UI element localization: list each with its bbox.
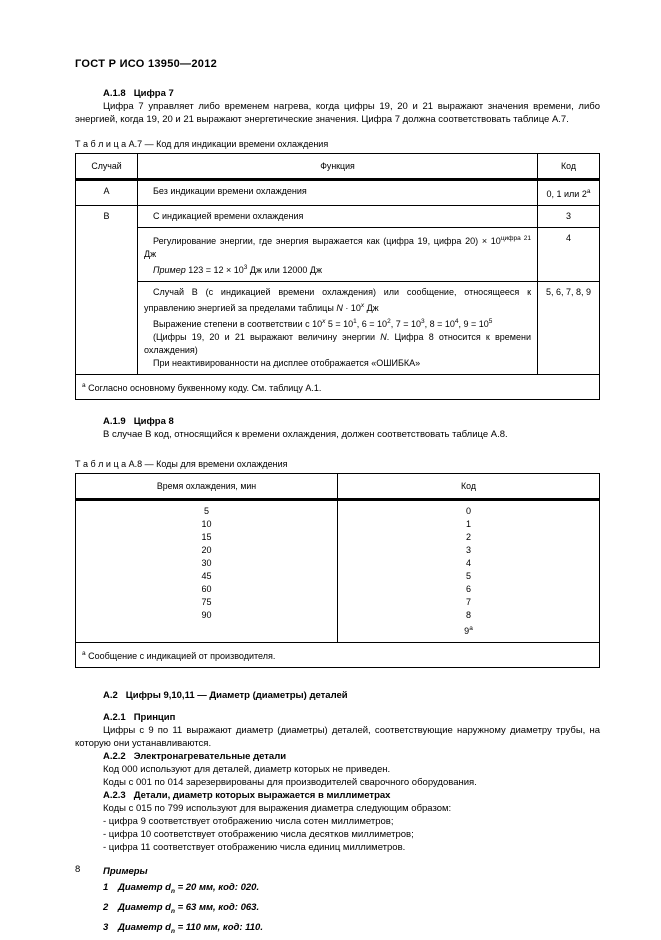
cell-code bbox=[538, 180, 600, 206]
section-title: Цифра 7 bbox=[133, 88, 174, 99]
example-number: 3 bbox=[103, 921, 109, 933]
page-content bbox=[75, 58, 600, 940]
code-values-cell bbox=[338, 500, 600, 643]
col-header-case: Случай bbox=[76, 154, 138, 180]
section-heading-a19 bbox=[75, 415, 600, 428]
code-value: 4 bbox=[465, 558, 471, 568]
section-heading-a21 bbox=[75, 711, 600, 724]
table-a8-footnote bbox=[76, 643, 600, 668]
section-number: А.2 bbox=[103, 690, 118, 701]
example-item bbox=[103, 880, 600, 900]
cell-case-b: В bbox=[76, 206, 138, 375]
footnote-marker: а bbox=[82, 650, 86, 657]
exponent-text: 3 bbox=[243, 264, 248, 271]
code-value: 8 bbox=[465, 610, 471, 620]
example-text: Диаметр d bbox=[118, 882, 171, 893]
exponent-text: 3 bbox=[420, 318, 425, 325]
footnote-marker: а bbox=[586, 188, 591, 195]
cell-text: 5 = 10 bbox=[325, 319, 354, 329]
cell-text: С индикацией времени охлаждения bbox=[153, 211, 304, 221]
examples-title: Примеры bbox=[103, 866, 148, 877]
time-values-cell bbox=[76, 500, 338, 643]
code-value: 1 bbox=[465, 519, 471, 529]
table-a7 bbox=[75, 153, 600, 400]
section-heading-a23 bbox=[75, 789, 600, 802]
bullet-item: - цифра 10 соответствует отображению числа десятков миллиметров; bbox=[103, 829, 414, 840]
example-text: Диаметр d bbox=[118, 921, 171, 933]
time-value: 10 bbox=[201, 519, 212, 529]
code-value: 2 bbox=[465, 532, 471, 542]
section-number: А.2.2 bbox=[103, 751, 126, 762]
table-body-row bbox=[76, 500, 600, 643]
cell-paragraph bbox=[144, 315, 531, 331]
cell-text: Дж bbox=[144, 249, 157, 259]
cell-code: 5, 6, 7, 8, 9 bbox=[538, 282, 600, 375]
time-value: 90 bbox=[201, 610, 212, 620]
table-row bbox=[76, 282, 600, 375]
cell-case-a: А bbox=[76, 180, 138, 206]
exponent-text: x bbox=[360, 302, 365, 309]
example-text: = 110 мм, код: 110. bbox=[174, 921, 263, 933]
table-a8-header-row bbox=[76, 474, 600, 500]
example-text: Диаметр d bbox=[118, 901, 171, 913]
cell-text: Выражение степени в соответствии с 10 bbox=[153, 319, 323, 329]
cell-func bbox=[138, 206, 538, 228]
example-number: 2 bbox=[103, 901, 109, 913]
cell-text: 0, 1 или 2 bbox=[546, 189, 587, 199]
exponent-text: 2 bbox=[387, 318, 391, 325]
example-text: = 63 мм, код: 063. bbox=[174, 901, 260, 913]
exponent-text: x bbox=[322, 318, 326, 325]
section-heading-a18 bbox=[75, 87, 600, 100]
footnote-text: Сообщение с индикацией от производителя. bbox=[85, 651, 276, 661]
table-row bbox=[76, 228, 600, 282]
col-header-code: Код bbox=[538, 154, 600, 180]
section-number: А.1.8 bbox=[103, 88, 126, 99]
example-item bbox=[103, 900, 600, 920]
bullet-item: - цифра 9 соответствует отображению числа сотен миллиметров; bbox=[103, 816, 394, 827]
cell-func bbox=[138, 228, 538, 282]
footnote-marker: а bbox=[469, 625, 473, 632]
table-a7-footnote bbox=[76, 375, 600, 400]
cell-paragraph: При неактивированности на дисплее отображается «ОШИБКА» bbox=[153, 358, 421, 368]
exponent-text: 4 bbox=[454, 318, 459, 325]
cell-text: · 10 bbox=[342, 303, 361, 313]
code-value: 7 bbox=[465, 597, 471, 607]
cell-text: , 7 = 10 bbox=[390, 319, 421, 329]
footnote-marker: а bbox=[82, 382, 86, 389]
time-value: 15 bbox=[201, 532, 212, 542]
time-value: 5 bbox=[203, 506, 209, 516]
cell-text: , 6 = 10 bbox=[356, 319, 388, 329]
section-number: А.1.9 bbox=[103, 416, 126, 427]
exponent-text: 5 bbox=[488, 318, 493, 325]
example-item bbox=[103, 920, 600, 940]
section-title: Цифры 9,10,11 — Диаметр (диаметры) деталей bbox=[125, 690, 348, 701]
table-row bbox=[76, 206, 600, 228]
cell-text: , 9 = 10 bbox=[458, 319, 489, 329]
section-title: Детали, диаметр которых выражается в миллиметрах bbox=[133, 790, 391, 801]
paragraph-a22-line2: Коды с 001 по 014 зарезервированы для производителей сварочного оборудования. bbox=[103, 777, 477, 788]
cell-func bbox=[138, 180, 538, 206]
cell-text: Дж bbox=[364, 303, 379, 313]
section-title: Принцип bbox=[133, 712, 176, 723]
footnote-text: Согласно основному буквенному коду. См. таблицу А.1. bbox=[85, 383, 322, 393]
section-number: А.2.1 bbox=[103, 712, 126, 723]
table-a8 bbox=[75, 473, 600, 668]
paragraph-a18: Цифра 7 управляет либо временем нагрева, когда цифры 19, 20 и 21 выражают значения времени, либо энергией, когда 19, 20 и 21 выражают энергетические значения. Цифра 7 должна соответствовать таблице А.7. bbox=[75, 101, 600, 125]
code-value: 0 bbox=[465, 506, 471, 516]
table-a7-header-row bbox=[76, 154, 600, 180]
col-header-time: Время охлаждения, мин bbox=[76, 474, 338, 500]
exponent-text: цифра 21 bbox=[500, 235, 531, 242]
example-number: 1 bbox=[103, 882, 109, 893]
subscript-n: n bbox=[170, 887, 175, 895]
section-number: А.2.3 bbox=[103, 790, 126, 801]
cell-text: , 8 = 10 bbox=[424, 319, 455, 329]
cell-text: (Цифры 19, 20 и 21 выражают величину энергии bbox=[153, 332, 381, 342]
time-value: 20 bbox=[201, 545, 212, 555]
subscript-n: n bbox=[170, 907, 175, 915]
examples-block bbox=[75, 864, 600, 940]
variable-n: N bbox=[380, 332, 387, 342]
col-header-func: Функция bbox=[138, 154, 538, 180]
time-values-list bbox=[82, 505, 331, 622]
document-title: ГОСТ Р ИСО 13950—2012 bbox=[75, 58, 218, 70]
code-value: 3 bbox=[465, 545, 471, 555]
paragraph-a21: Цифры с 9 по 11 выражают диаметр (диаметры) деталей, соответствующие наружному диаметру трубы, на которую они устанавливаются. bbox=[75, 725, 600, 749]
table-row bbox=[76, 180, 600, 206]
section-title: Цифра 8 bbox=[133, 416, 174, 427]
cell-text: Дж или 12000 Дж bbox=[247, 265, 322, 275]
cell-paragraph bbox=[144, 331, 531, 357]
example-text: = 20 мм, код: 020. bbox=[174, 882, 260, 893]
cell-paragraph bbox=[144, 232, 531, 261]
section-heading-a2 bbox=[75, 689, 600, 702]
time-value: 60 bbox=[201, 584, 212, 594]
cell-text: 9 bbox=[464, 626, 470, 636]
cell-paragraph bbox=[144, 286, 531, 315]
code-values-list bbox=[344, 505, 593, 622]
time-value: 30 bbox=[201, 558, 212, 568]
cell-code: 4 bbox=[538, 228, 600, 282]
code-value: 6 bbox=[465, 584, 471, 594]
code-value-last bbox=[344, 622, 593, 638]
page-number: 8 bbox=[75, 864, 81, 875]
paragraph-a22-line1: Код 000 используют для деталей, диаметр которых не приведен. bbox=[103, 764, 391, 775]
table-footnote-row bbox=[76, 643, 600, 668]
paragraph-a19: В случае В код, относящийся к времени охлаждения, должен соответствовать таблице А.8. bbox=[103, 429, 508, 440]
section-title: Электронагревательные детали bbox=[133, 751, 287, 762]
exponent-text: 1 bbox=[353, 318, 357, 325]
cell-text: Случай В (с индикацией времени охлаждения) или сообщение, относящееся к управлению энергией за пределами таблицы bbox=[144, 287, 531, 313]
subscript-n: n bbox=[170, 927, 175, 935]
table-a7-caption: Т а б л и ц а А.7 — Код для индикации времени охлаждения bbox=[75, 139, 329, 149]
paragraph-a23-intro: Коды с 015 по 799 используют для выражения диаметра следующим образом: bbox=[103, 803, 452, 814]
bullet-item: - цифра 11 соответствует отображению числа единиц миллиметров. bbox=[103, 842, 406, 853]
cell-text: Без индикации времени охлаждения bbox=[153, 186, 307, 196]
table-a8-caption: Т а б л и ц а А.8 — Коды для времени охлаждения bbox=[75, 459, 288, 469]
cell-func bbox=[138, 282, 538, 375]
variable-n: N bbox=[336, 303, 343, 313]
time-value: 75 bbox=[201, 597, 212, 607]
example-word: Пример bbox=[153, 265, 186, 275]
cell-text: . Цифра 8 относится к времени охлаждения) bbox=[144, 332, 531, 355]
section-heading-a22 bbox=[75, 750, 600, 763]
cell-text: 123 = 12 × 10 bbox=[185, 265, 244, 275]
cell-paragraph bbox=[144, 261, 531, 277]
time-value: 45 bbox=[201, 571, 212, 581]
col-header-code: Код bbox=[338, 474, 600, 500]
table-footnote-row bbox=[76, 375, 600, 400]
cell-text: Регулирование энергии, где энергия выражается как (цифра 19, цифра 20) × 10 bbox=[153, 236, 501, 246]
code-value: 5 bbox=[465, 571, 471, 581]
cell-code: 3 bbox=[538, 206, 600, 228]
